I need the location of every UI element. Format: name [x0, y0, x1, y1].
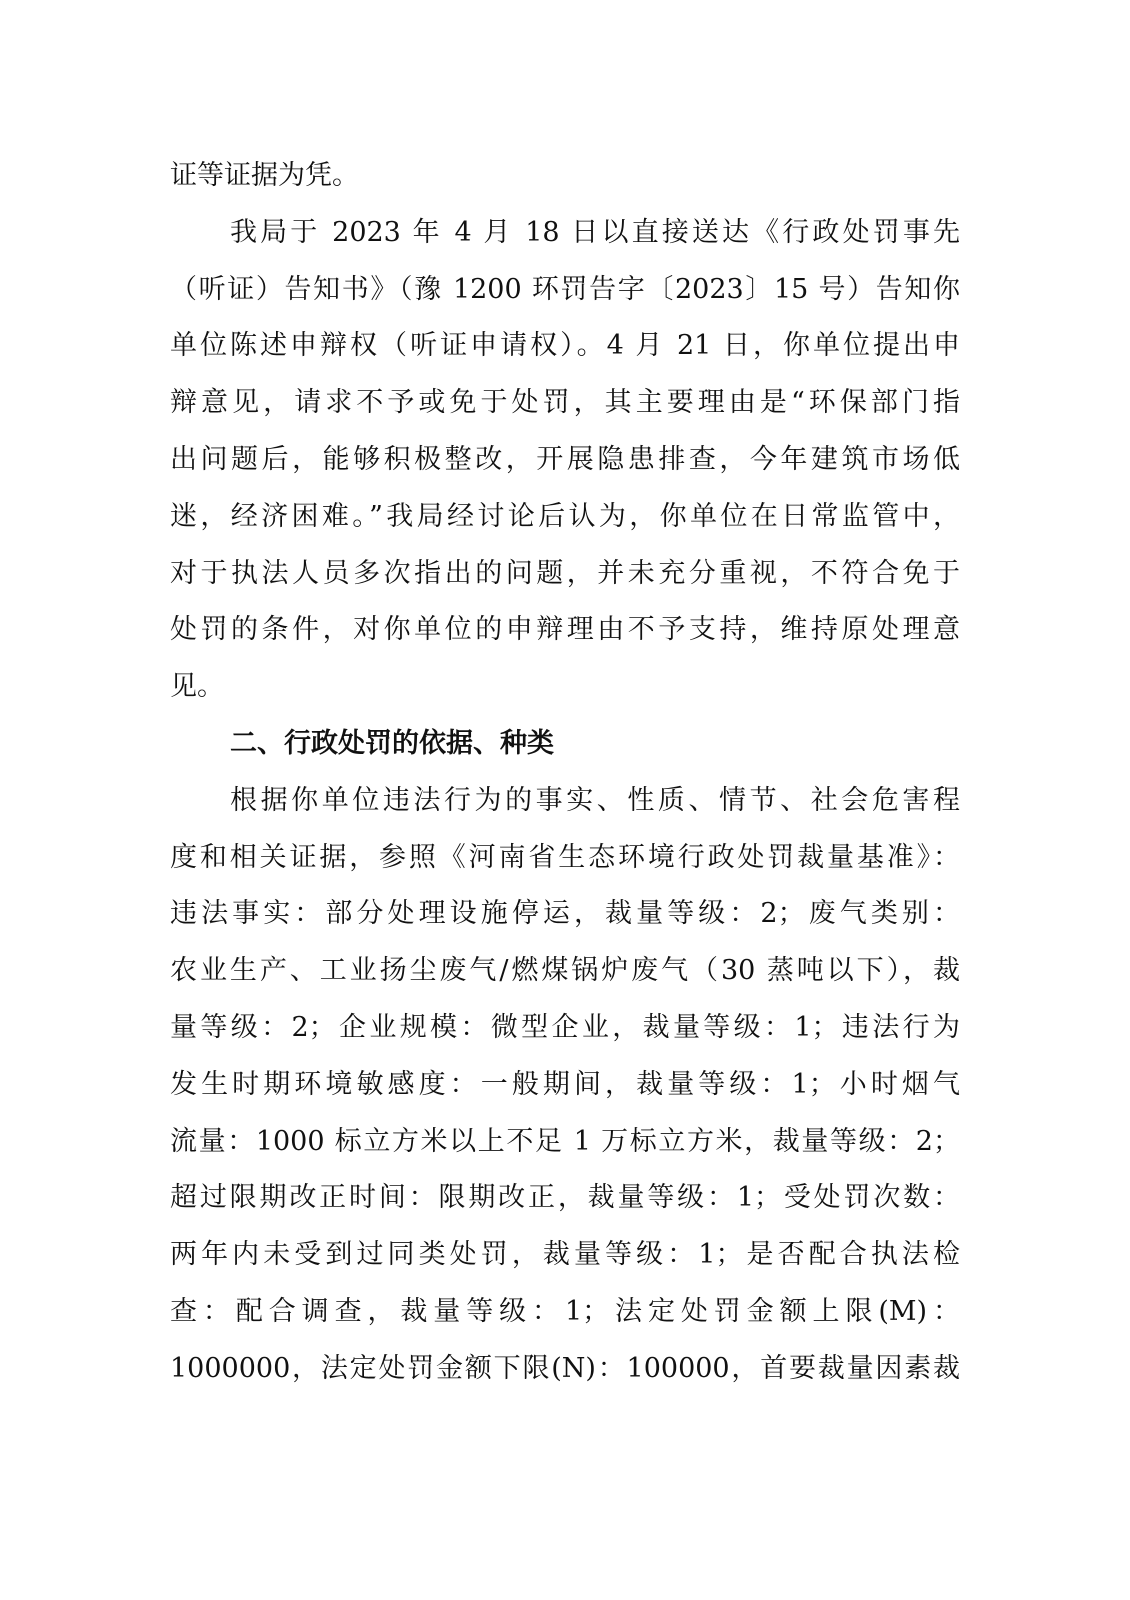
text-line: 见。 — [170, 671, 224, 703]
text-line: 流量：1000 标立方米以上不足 1 万标立方米，裁量等级：2； — [170, 1125, 960, 1157]
text-line: 查：配合调查，裁量等级：1；法定处罚金额上限(M)： — [170, 1295, 960, 1327]
section-heading: 二、行政处罚的依据、种类 — [230, 727, 554, 759]
text-line: 我局于 2023 年 4 月 18 日以直接送达《行政处罚事先 — [230, 216, 960, 248]
text-line: 违法事实：部分处理设施停运，裁量等级：2；废气类别： — [170, 898, 960, 930]
text-line: 对于执法人员多次指出的问题，并未充分重视，不符合免于 — [170, 557, 960, 589]
text-line: 迷，经济困难。”我局经讨论后认为，你单位在日常监管中， — [170, 500, 960, 532]
text-line: 1000000，法定处罚金额下限(N)：100000，首要裁量因素裁 — [170, 1352, 960, 1384]
paragraph-defense-statement — [170, 205, 960, 716]
text-line: 发生时期环境敏感度：一般期间，裁量等级：1；小时烟气 — [170, 1068, 960, 1100]
text-line: 根据你单位违法行为的事实、性质、情节、社会危害程 — [230, 784, 960, 816]
text-line: 单位陈述申辩权（听证申请权）。4 月 21 日，你单位提出申 — [170, 330, 960, 362]
text-line: 证等证据为凭。 — [170, 160, 359, 191]
paragraph-penalty-basis — [170, 773, 960, 1398]
text-line: 量等级：2；企业规模：微型企业，裁量等级：1；违法行为 — [170, 1011, 960, 1043]
text-line: （听证）告知书》（豫 1200 环罚告字〔2023〕15 号）告知你 — [170, 273, 960, 305]
text-line: 辩意见，请求不予或免于处罚，其主要理由是“环保部门指 — [170, 387, 960, 419]
document-body — [170, 148, 960, 1398]
text-line: 出问题后，能够积极整改，开展隐患排查，今年建筑市场低 — [170, 443, 960, 475]
text-line: 度和相关证据，参照《河南省生态环境行政处罚裁量基准》： — [170, 841, 960, 873]
text-line: 处罚的条件，对你单位的申辩理由不予支持，维持原处理意 — [170, 614, 960, 646]
text-line: 两年内未受到过同类处罚，裁量等级：1；是否配合执法检 — [170, 1239, 960, 1271]
text-line: 超过限期改正时间：限期改正，裁量等级：1；受处罚次数： — [170, 1182, 960, 1214]
paragraph-evidence-end — [170, 148, 960, 205]
text-line: 农业生产、工业扬尘废气/燃煤锅炉废气（30 蒸吨以下），裁 — [170, 955, 960, 987]
